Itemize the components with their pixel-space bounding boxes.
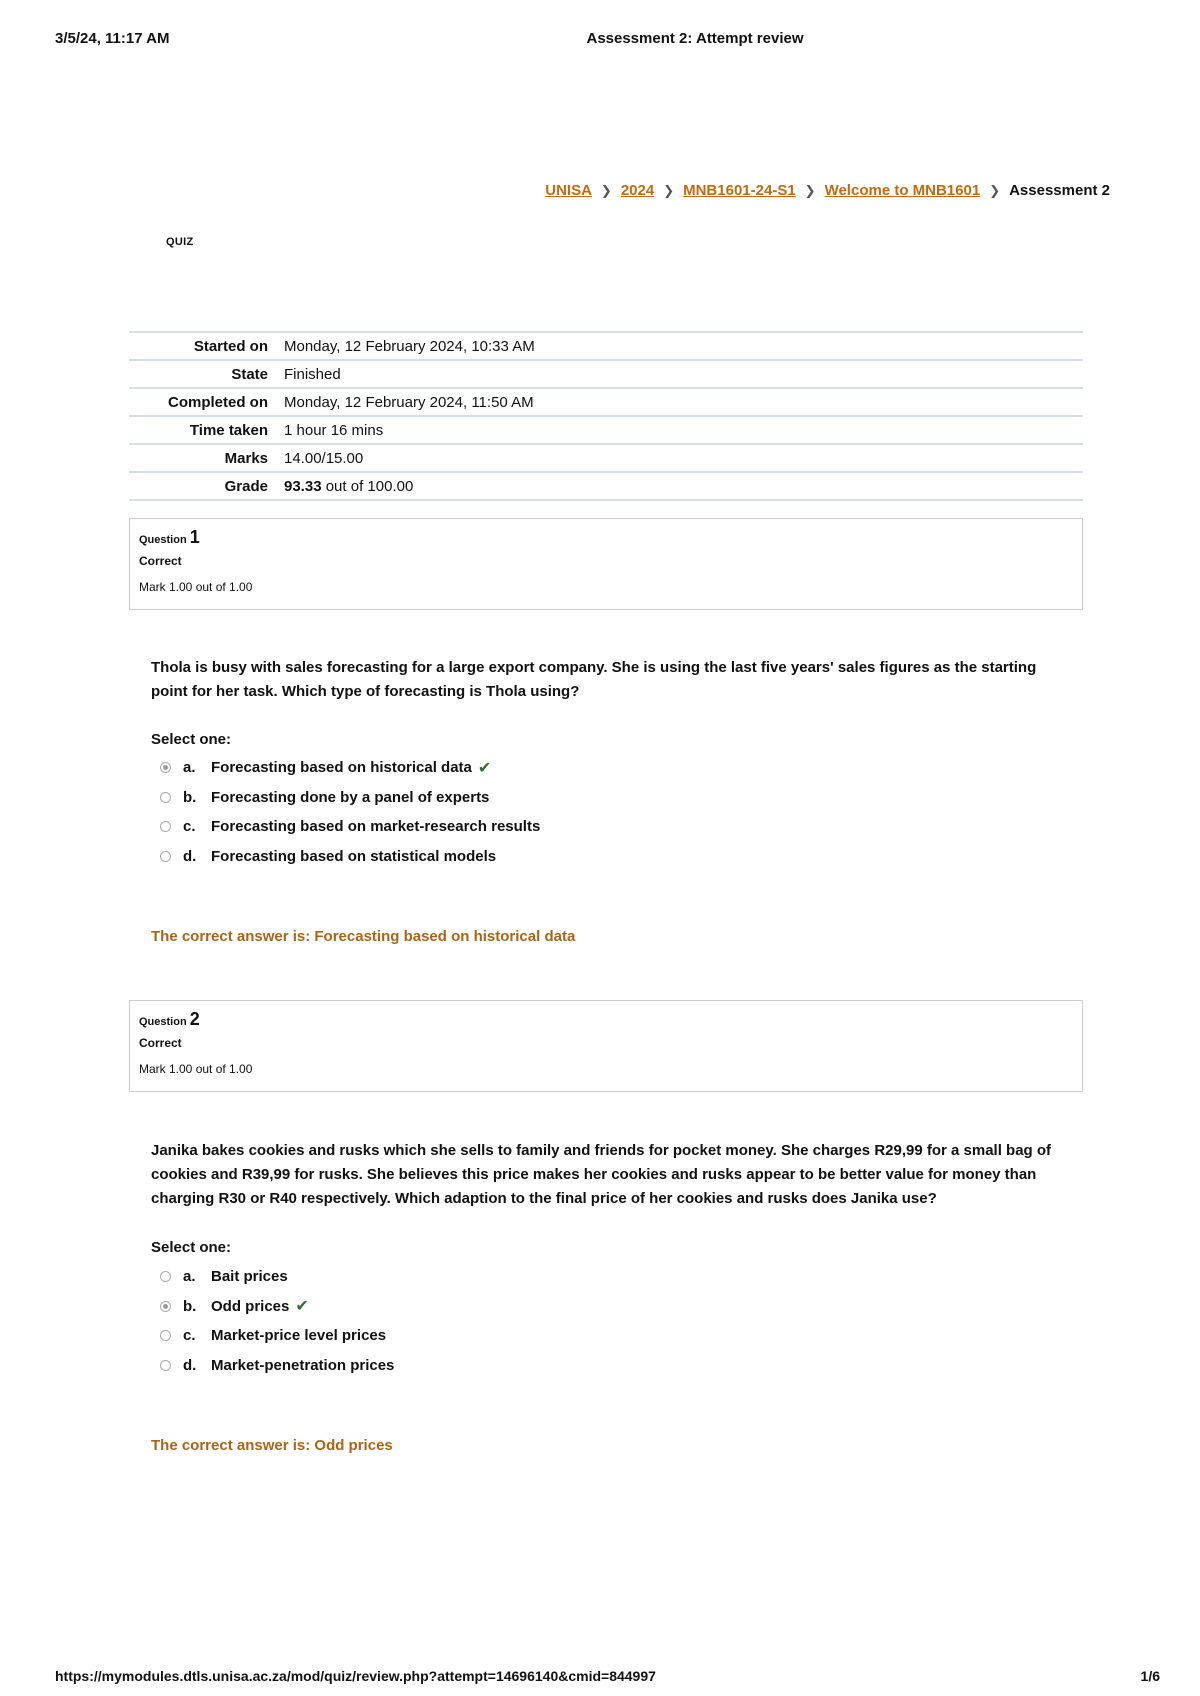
summary-value: Monday, 12 February 2024, 11:50 AM [284,393,534,411]
answer-text: Bait prices [211,1268,288,1286]
summary-row-state [129,361,1083,389]
question-label: Question [139,1016,187,1028]
chevron-right-icon: ❯ [804,182,816,198]
breadcrumb-link-welcome[interactable]: Welcome to MNB1601 [824,182,981,199]
answer-letter: b. [183,788,197,806]
summary-row-started [129,333,1083,361]
question-text-1: Thola is busy with sales forecasting for a large export company. She is using the last five years' sales figures as the starting point for her task. Which type of forecasting is Thola using? [151,659,1037,700]
check-icon: ✔ [477,759,492,777]
summary-key: Started on [193,337,268,355]
answer-letter: a. [183,759,196,777]
answer-option-b[interactable] [160,1292,394,1322]
question-state: Correct [139,1036,182,1050]
summary-row-grade [129,473,1083,501]
question-num: 1 [189,527,200,547]
grade-value: 93.33 [284,477,322,495]
breadcrumb-link-unisa[interactable]: UNISA [545,182,592,199]
question-mark: Mark 1.00 out of 1.00 [139,580,253,594]
page-number: 1/6 [1140,1668,1160,1684]
answer-option-a[interactable] [160,753,540,783]
radio-button[interactable] [160,1330,171,1341]
answer-text: Forecasting based on historical data [211,759,472,777]
answer-text: Forecasting based on statistical models [211,847,497,865]
answer-option-a[interactable] [160,1262,394,1292]
question-number [139,527,1073,548]
answer-list-2 [160,1262,394,1380]
radio-button[interactable] [160,1271,171,1282]
answer-letter: d. [183,847,197,865]
print-date: 3/5/24, 11:17 AM [55,30,170,47]
summary-key: Time taken [189,421,268,439]
summary-row-marks [129,445,1083,473]
radio-button[interactable] [160,821,171,832]
summary-row-completed [129,389,1083,417]
correct-answer-feedback-2: The correct answer is: Odd prices [151,1437,393,1454]
chevron-right-icon: ❯ [989,182,1001,198]
attempt-summary-table [129,331,1083,501]
question-text-2: Janika bakes cookies and rusks which she sells to family and friends for pocket money. She charges R29,99 for a small bag of cookies and R39,99 for rusks. She believes this price makes her cookies and rusks appear to be better value for money than charging R30 or R40 respectively. Which adaption to the final price of her cookies and rusks does Janika use? [151,1142,1052,1207]
correct-answer-feedback-1: The correct answer is: Forecasting based on historical data [151,928,576,945]
answer-letter: a. [183,1268,196,1286]
chevron-right-icon: ❯ [663,182,675,198]
answer-letter: d. [183,1356,197,1374]
radio-button[interactable] [160,1360,171,1371]
answer-option-b[interactable] [160,783,540,813]
question-label: Question [139,534,187,546]
answer-text: Odd prices [211,1297,290,1315]
summary-value: Monday, 12 February 2024, 10:33 AM [284,337,535,355]
summary-key: State [231,365,268,383]
radio-button[interactable] [160,1301,171,1312]
radio-button[interactable] [160,762,171,773]
question-number [139,1009,1073,1030]
summary-value: 1 hour 16 mins [284,421,384,439]
check-icon: ✔ [295,1298,309,1316]
breadcrumb-link-course[interactable]: MNB1601-24-S1 [683,182,796,199]
radio-button[interactable] [160,792,171,803]
answer-text: Forecasting done by a panel of experts [211,788,490,806]
quiz-label: QUIZ [166,236,194,248]
breadcrumb-current: Assessment 2 [1009,182,1110,199]
question-info-1 [129,518,1083,610]
chevron-right-icon: ❯ [600,182,612,198]
answer-text: Market-penetration prices [211,1356,395,1374]
question-info-2 [129,1000,1083,1092]
question-mark: Mark 1.00 out of 1.00 [139,1062,253,1076]
question-num: 2 [189,1009,200,1029]
summary-value: Finished [284,365,341,383]
answer-list-1 [160,753,540,871]
answer-letter: c. [183,818,196,836]
answer-letter: c. [183,1327,196,1345]
answer-option-c[interactable] [160,1321,394,1351]
print-header [0,30,1200,52]
breadcrumb-link-year[interactable]: 2024 [620,182,655,199]
answer-text: Market-price level prices [211,1327,387,1345]
grade-out-of: out of 100.00 [321,477,414,495]
print-url: https://mymodules.dtls.unisa.ac.za/mod/quiz/review.php?attempt=14696140&cmid=844997 [55,1668,656,1684]
summary-key: Grade [224,477,268,495]
answer-option-c[interactable] [160,812,540,842]
summary-value: 14.00/15.00 [284,449,364,467]
answer-option-d[interactable] [160,1351,394,1381]
answer-letter: b. [183,1297,197,1315]
radio-button[interactable] [160,851,171,862]
summary-value [284,478,1083,495]
summary-key: Completed on [168,393,268,411]
answer-option-d[interactable] [160,842,540,872]
select-one-prompt: Select one: [151,731,232,748]
print-title: Assessment 2: Attempt review [586,30,804,47]
print-footer [55,1668,1160,1684]
select-one-prompt: Select one: [151,1239,232,1256]
question-state: Correct [139,554,182,568]
summary-key: Marks [224,449,268,467]
breadcrumb [545,182,1110,199]
summary-row-time [129,417,1083,445]
answer-text: Forecasting based on market-research results [211,818,541,836]
